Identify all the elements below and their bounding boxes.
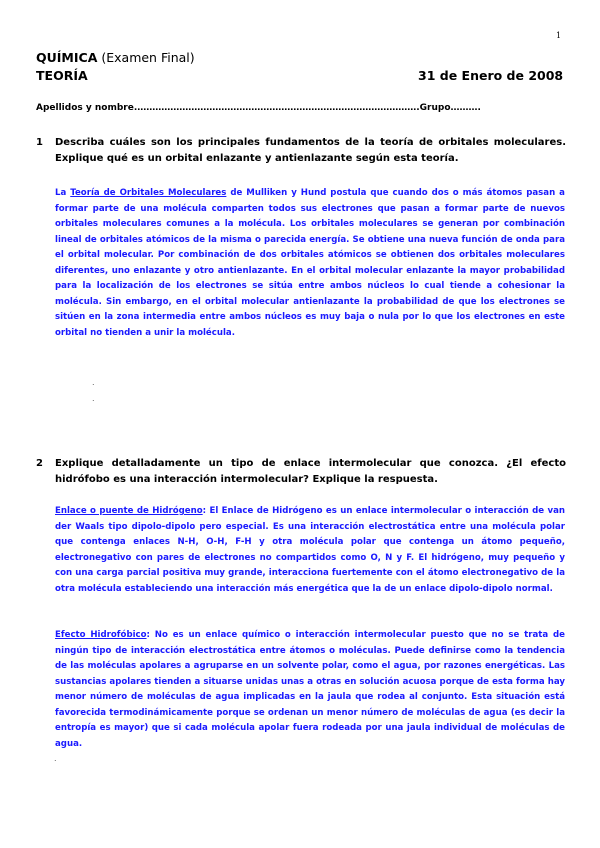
answer-2b (55, 628, 565, 752)
stray-mark: . (92, 378, 95, 387)
exam-date: 31 de Enero de 2008 (418, 68, 564, 83)
answer-2a (55, 504, 565, 597)
answer-intro: La (55, 188, 71, 198)
question-1 (36, 135, 566, 167)
stray-mark: . (92, 394, 95, 403)
course-name: QUÍMICA (36, 50, 98, 65)
question-text: Describa cuáles son los principales fundamentos de la teoría de orbitales moleculares. Explique qué es un orbital enlazante y antienlazante según esta teoría. (55, 137, 566, 164)
answer-term: Teoría de Orbitales Moleculares (70, 188, 227, 198)
answer-term: Efecto Hidrofóbico (55, 630, 147, 640)
answer-body: : No es un enlace químico o interacción intermolecular puesto que no se trata de ningún tipo de interacción electrostática entre átomos o moléculas. Puede definirse como la tendencia de las moléculas apolares a agruparse en un solvente polar, como el agua, por razones energéticas. Las sustancias apolares tienden a situarse unidas unas a otras en solución acuosa porque de esta forma hay menor número de moléculas de agua implicadas en la jaula que rodea al conjunto. Esta situación está favorecida termodinámicamente porque se ordenan un menor número de moléculas de agua (es decir la entropía es mayor) que si cada molécula apolar fuera rodeada por una jaula individual de moléculas de agua. (55, 630, 565, 749)
answer-body: : El Enlace de Hidrógeno es un enlace intermolecular o interacción de van der Waals tipo dipolo-dipolo pero especial. Es una interacción electrostática entre una molécula polar que contenga enlaces N-H, O-H, F-H y otra molécula polar que contenga un átomo pequeño, electronegativo con pares de electrones no compartidos como O, N y F. El hidrógeno, muy pequeño y con una carga parcial positiva muy grande, interacciona fuertemente con el átomo electronegativo de la otra molécula estableciendo una interacción más energética que la de un enlace dipolo-dipolo normal. (55, 506, 566, 594)
stray-mark: . (54, 754, 57, 763)
question-number: 2 (36, 458, 43, 469)
name-group-field: Apellidos y nombre.………………………………………………………………………………….Grupo………. (36, 103, 481, 113)
exam-type: (Examen Final) (101, 50, 195, 65)
answer-1 (55, 186, 565, 341)
question-2 (36, 456, 566, 488)
answer-term: Enlace o puente de Hidrógeno (55, 506, 203, 516)
page-number: 1 (556, 31, 562, 40)
section-title: TEORÍA (36, 68, 88, 83)
question-text: Explique detalladamente un tipo de enlace intermolecular que conozca. ¿El efecto hidrófobo es una interacción intermolecular? Explique la respuesta. (55, 458, 566, 485)
answer-body: de Mulliken y Hund postula que cuando dos o más átomos pasan a formar parte de una molécula comparten todos sus electrones que pasan a formar parte de nuevos orbitales moleculares comunes a la molécula. Los orbitales moleculares se generan por combinación lineal de orbitales atómicos de la misma o parecida energía. Se obtiene una nueva función de onda para el orbital molecular. Por combinación de dos orbitales atómicos se obtienen dos orbitales moleculares diferentes, uno enlazante y otro antienlazante. En el orbital molecular enlazante la mayor probabilidad para la localización de los electrones se sitúa entre ambos núcleos lo cual tiende a cohesionar la molécula. Sin embargo, en el orbital molecular antienlazante la probabilidad de que los electrones se sitúen en la zona intermedia entre ambos núcleos es muy baja o nula por lo que los electrones en este orbital no tienden a unir la molécula. (55, 188, 565, 338)
course-title (36, 50, 195, 65)
question-number: 1 (36, 137, 43, 148)
